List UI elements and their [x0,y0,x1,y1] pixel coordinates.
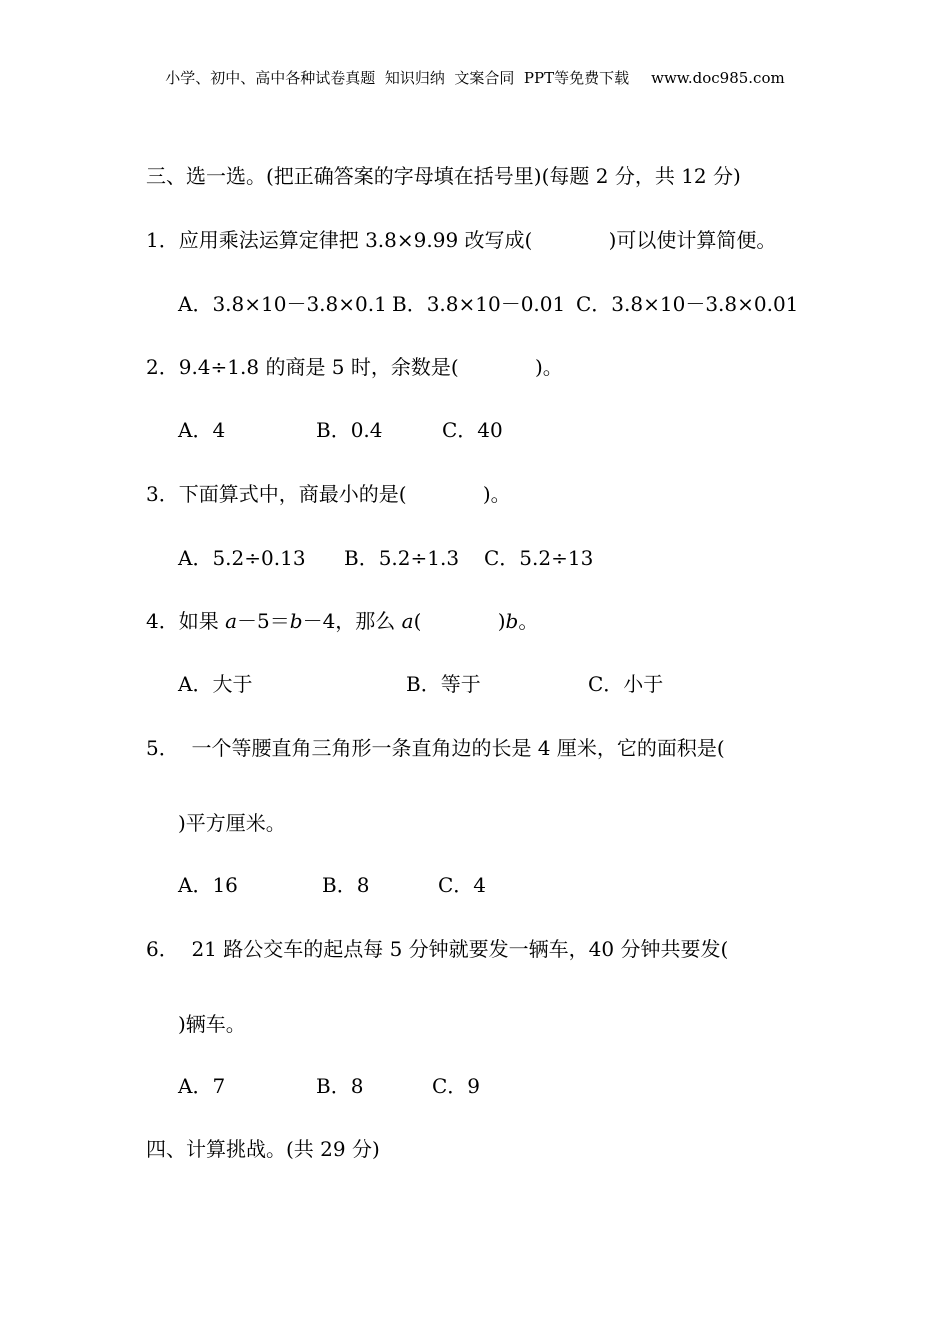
q5-option-c: C．4 [438,873,487,897]
q6-option-a: A．7 [178,1074,226,1098]
header-url: www.doc985.com [651,69,785,87]
q4-var-b: b [289,609,303,633]
q4-blank: ( ) [413,609,506,633]
q6-stem-line2: )辆车。 [178,1012,246,1036]
q3-option-a: A．5.2÷0.13 [178,546,306,570]
section4-title: 四、计算挑战。(共 29 分) [146,1137,380,1161]
q4-stem [146,609,538,633]
q5-option-a: A．16 [178,873,238,897]
q1-option-b: B．3.8×10－0.01 [392,292,566,316]
q4-end: 。 [518,609,539,633]
q4-option-a: A．大于 [178,672,253,696]
q1-option-a: A．3.8×10－3.8×0.1 [178,292,387,316]
q2-stem: 2．9.4÷1.8 的商是 5 时，余数是( )。 [146,355,563,379]
q6-stem-line1: 6． 21 路公交车的起点每 5 分钟就要发一辆车，40 分钟共要发( [146,937,729,961]
q4-part: －4，那么 [302,609,402,633]
q2-option-c: C．40 [442,418,503,442]
q4-option-c: C．小于 [588,672,664,696]
q1-option-c: C．3.8×10－3.8×0.01 [576,292,799,316]
q3-option-c: C．5.2÷13 [484,546,594,570]
page-header [0,68,950,88]
q3-option-b: B．5.2÷1.3 [344,546,460,570]
q2-option-a: A．4 [178,418,226,442]
q4-var-a: a [225,609,238,633]
q1-stem: 1．应用乘法运算定律把 3.8×9.99 改写成( )可以使计算简便。 [146,228,777,252]
q4-option-b: B．等于 [406,672,481,696]
q5-option-b: B．8 [322,873,370,897]
q5-stem-line2: )平方厘米。 [178,811,286,835]
q4-part: －5＝ [237,609,290,633]
q6-option-c: C．9 [432,1074,481,1098]
q4-num: 4．如果 [146,609,226,633]
q4-var-b2: b [505,609,519,633]
section3-title: 三、选一选。(把正确答案的字母填在括号里)(每题 2 分，共 12 分) [146,164,741,188]
q4-var-a2: a [401,609,414,633]
header-text: 小学、初中、高中各种试卷真题 知识归纳 文案合同 PPT等免费下载 [165,69,630,87]
q2-option-b: B．0.4 [316,418,383,442]
q6-option-b: B．8 [316,1074,364,1098]
q5-stem-line1: 5． 一个等腰直角三角形一条直角边的长是 4 厘米，它的面积是( [146,736,725,760]
q3-stem: 3．下面算式中，商最小的是( )。 [146,482,511,506]
